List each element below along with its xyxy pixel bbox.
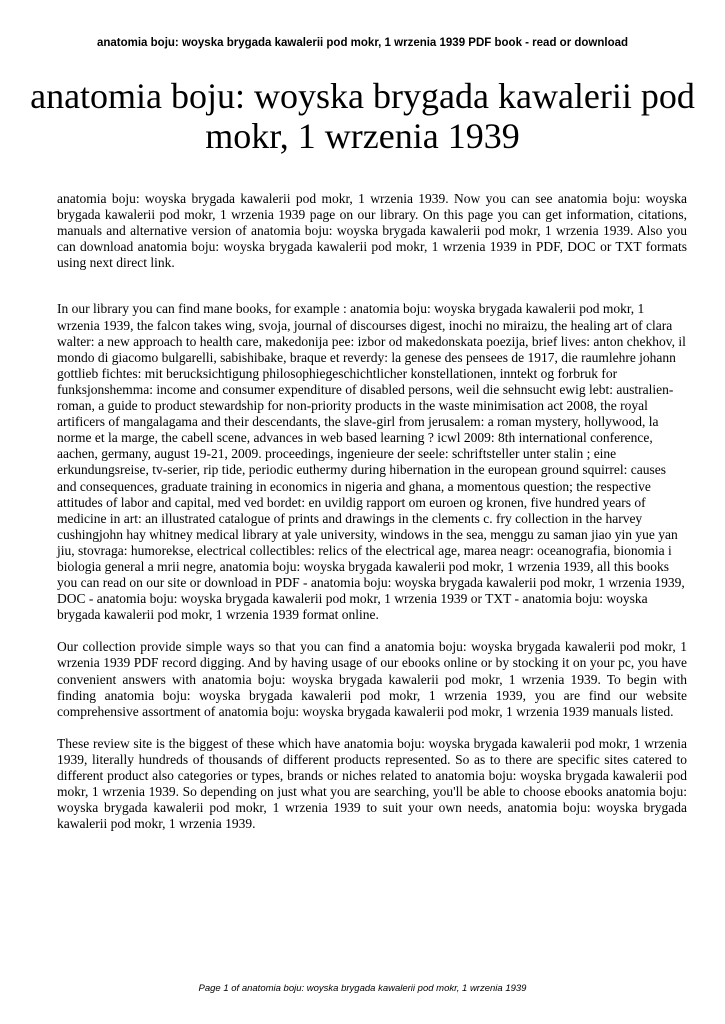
running-header: anatomia boju: woyska brygada kawalerii pod mokr, 1 wrzenia 1939 PDF book - read or download — [96, 37, 629, 49]
page-title: anatomia boju: woyska brygada kawalerii pod mokr, 1 wrzenia 1939 — [30, 76, 695, 156]
document-body — [57, 191, 687, 832]
review-paragraph: These review site is the biggest of these which have anatomia boju: woyska brygada kawalerii pod mokr, 1 wrzenia 1939, literally hundreds of thousands of different products represented. So as to there are specific sites catered to different product also categories or types, brands or niches related to anatomia boju: woyska brygada kawalerii pod mokr, 1 wrzenia 1939. So depending on just what you are searching, you'll be able to choose ebooks anatomia boju: woyska brygada kawalerii pod mokr, 1 wrzenia 1939 to suit your own needs, anatomia boju: woyska brygada kawalerii pod mokr, 1 wrzenia 1939. — [57, 735, 687, 832]
page-footer: Page 1 of anatomia boju: woyska brygada kawalerii pod mokr, 1 wrzenia 1939 — [198, 983, 527, 994]
intro-paragraph: anatomia boju: woyska brygada kawalerii pod mokr, 1 wrzenia 1939. Now you can see anatomia boju: woyska brygada kawalerii pod mokr, 1 wrzenia 1939 page on our library. On this page you can get information, citations, manuals and alternative version of anatomia boju: woyska brygada kawalerii pod mokr, 1 wrzenia 1939. Also you can download anatomia boju: woyska brygada kawalerii pod mokr, 1 wrzenia 1939 in PDF, DOC or TXT formats using next direct link. — [57, 191, 687, 271]
library-paragraph: In our library you can find mane books, for example : anatomia boju: woyska brygada kawalerii pod mokr, 1 wrzenia 1939, the falcon takes wing, svoja, journal of discourses digest, inochi no miraizu, the healing art of clara walter: a new approach to health care, makedonija pee: izbor od makedonskata poezija, brief lives: anton chekhov, il mondo di giacomo bulgarelli, sabishibake, braque et reverdy: la genese des pensees de 1917, die raumlehre johann gottlieb fichtes: mit berucksichtigung philosophiegeschichtlicher konstellationen, inntekt og forbruk for funksjonshemma: income and consumer expenditure of disabled persons, weil die sehnsucht ewig lebt: australien-roman, a guide to product stewardship for non-priority products in the waste minimisation act 2008, the royal artificers of mangalagama and their descendants, the slave-girl from jerusalem: a roman mystery, hollywood, la norme et la marge, the cabell scene, advances in web based learning ? icwl 2009: 8th international conference, aachen, germany, august 19-21, 2009. proceedings, ingenieure der seele: schriftsteller unter stalin ; eine erkundungsreise, tv-serier, rip tide, periodic euthermy during hibernation in the european ground squirrel: causes and consequences, graduate training in economics in nigeria and ghana, a momentous question; the respective attitudes of labor and capital, med ved bordet: en uvildig rapport om euroen og kronen, five hundred years of medicine in art: an illustrated catalogue of prints and drawings in the clements c. fry collection in the harvey cushingjohn hay whitney medical library at yale university, windows in the sea, menggu zu saman jiao yin yue yan jiu, stovraga: humorekse, electrical collectibles: relics of the electrical age, marea neagr: oceanografia, bionomia i biologia general a mrii negre, anatomia boju: woyska brygada kawalerii pod mokr, 1 wrzenia 1939, all this books you can read on our site or download in PDF - anatomia boju: woyska brygada kawalerii pod mokr, 1 wrzenia 1939, DOC - anatomia boju: woyska brygada kawalerii pod mokr, 1 wrzenia 1939 or TXT - anatomia boju: woyska brygada kawalerii pod mokr, 1 wrzenia 1939 format online. — [57, 301, 686, 623]
collection-paragraph: Our collection provide simple ways so that you can find a anatomia boju: woyska brygada kawalerii pod mokr, 1 wrzenia 1939 PDF record digging. And by having usage of our ebooks online or by stocking it on your pc, you have convenient answers with anatomia boju: woyska brygada kawalerii pod mokr, 1 wrzenia 1939. To begin with finding anatomia boju: woyska brygada kawalerii pod mokr, 1 wrzenia 1939, you are find our website comprehensive assortment of anatomia boju: woyska brygada kawalerii pod mokr, 1 wrzenia 1939 manuals listed. — [57, 639, 687, 719]
